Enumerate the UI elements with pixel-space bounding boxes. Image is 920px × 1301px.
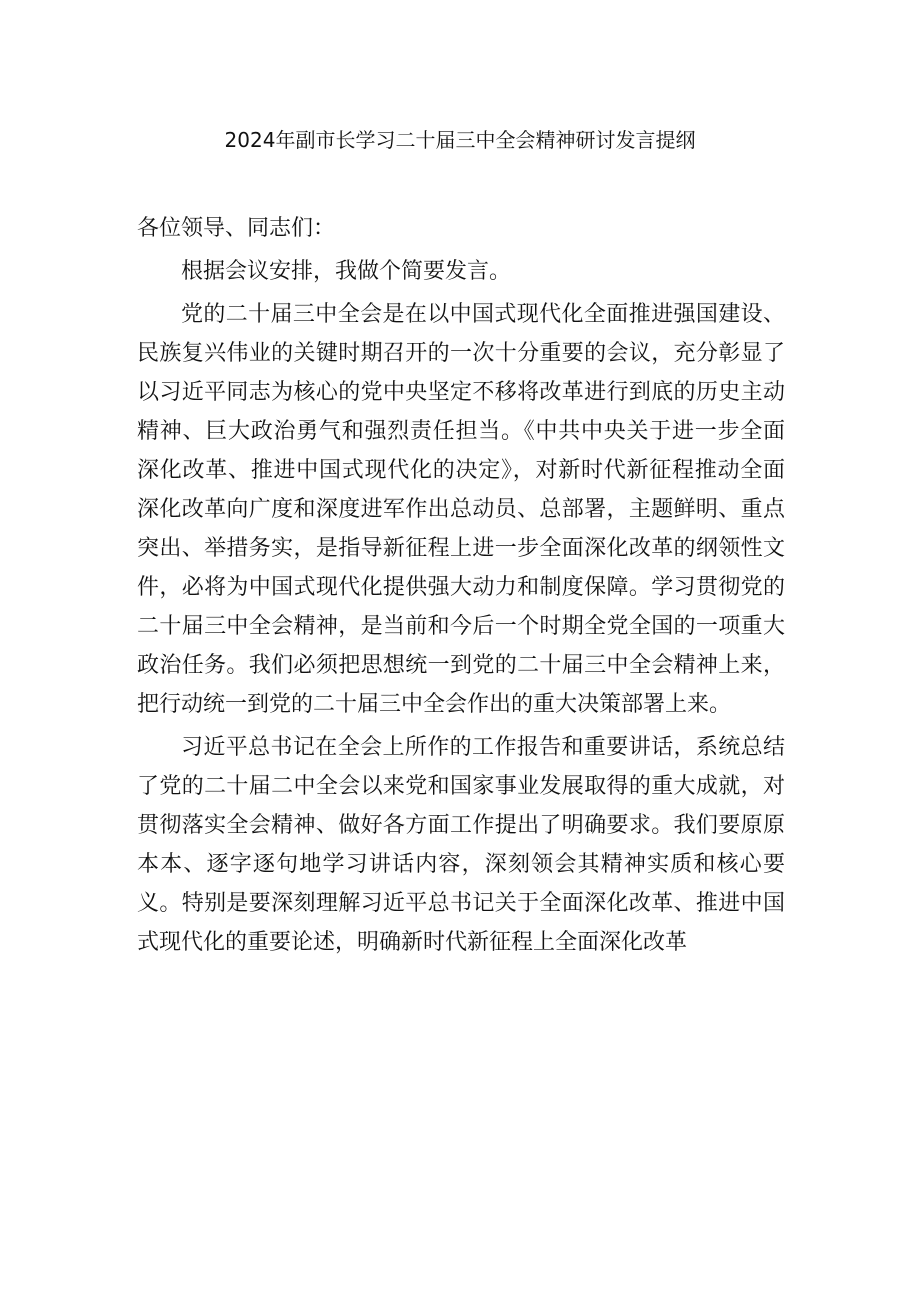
paragraph-1: 根据会议安排，我做个简要发言。: [181, 259, 512, 284]
document-body: [137, 209, 785, 962]
salutation: 各位领导、同志们：: [137, 216, 336, 241]
document-title: 2024年副市长学习二十届三中全会精神研讨发言提纲: [224, 128, 696, 152]
paragraph-3: 习近平总书记在全会上所作的工作报告和重要讲话，系统总结了党的二十届二中全会以来党和国家事业发展取得的重大成就，对贯彻落实全会精神、做好各方面工作提出了明确要求。我们要原原本本、逐字逐句地学习讲话内容，深刻领会其精神实质和核心要义。特别是要深刻理解习近平总书记关于全面深化改革、推进中国式现代化的重要论述，明确新时代新征程上全面深化改革: [137, 735, 785, 955]
paragraph-2: 党的二十届三中全会是在以中国式现代化全面推进强国建设、民族复兴伟业的关键时期召开的一次十分重要的会议，充分彰显了以习近平同志为核心的党中央坚定不移将改革进行到底的历史主动精神、巨大政治勇气和强烈责任担当。《中共中央关于进一步全面深化改革、推进中国式现代化的决定》，对新时代新征程推动全面深化改革向广度和深度进军作出总动员、总部署，主题鲜明、重点突出、举措务实，是指导新征程上进一步全面深化改革的纲领性文件，必将为中国式现代化提供强大动力和制度保障。学习贯彻党的二十届三中全会精神，是当前和今后一个时期全党全国的一项重大政治任务。我们必须把思想统一到党的二十届三中全会精神上来，把行动统一到党的二十届三中全会作出的重大决策部署上来。: [137, 302, 785, 717]
